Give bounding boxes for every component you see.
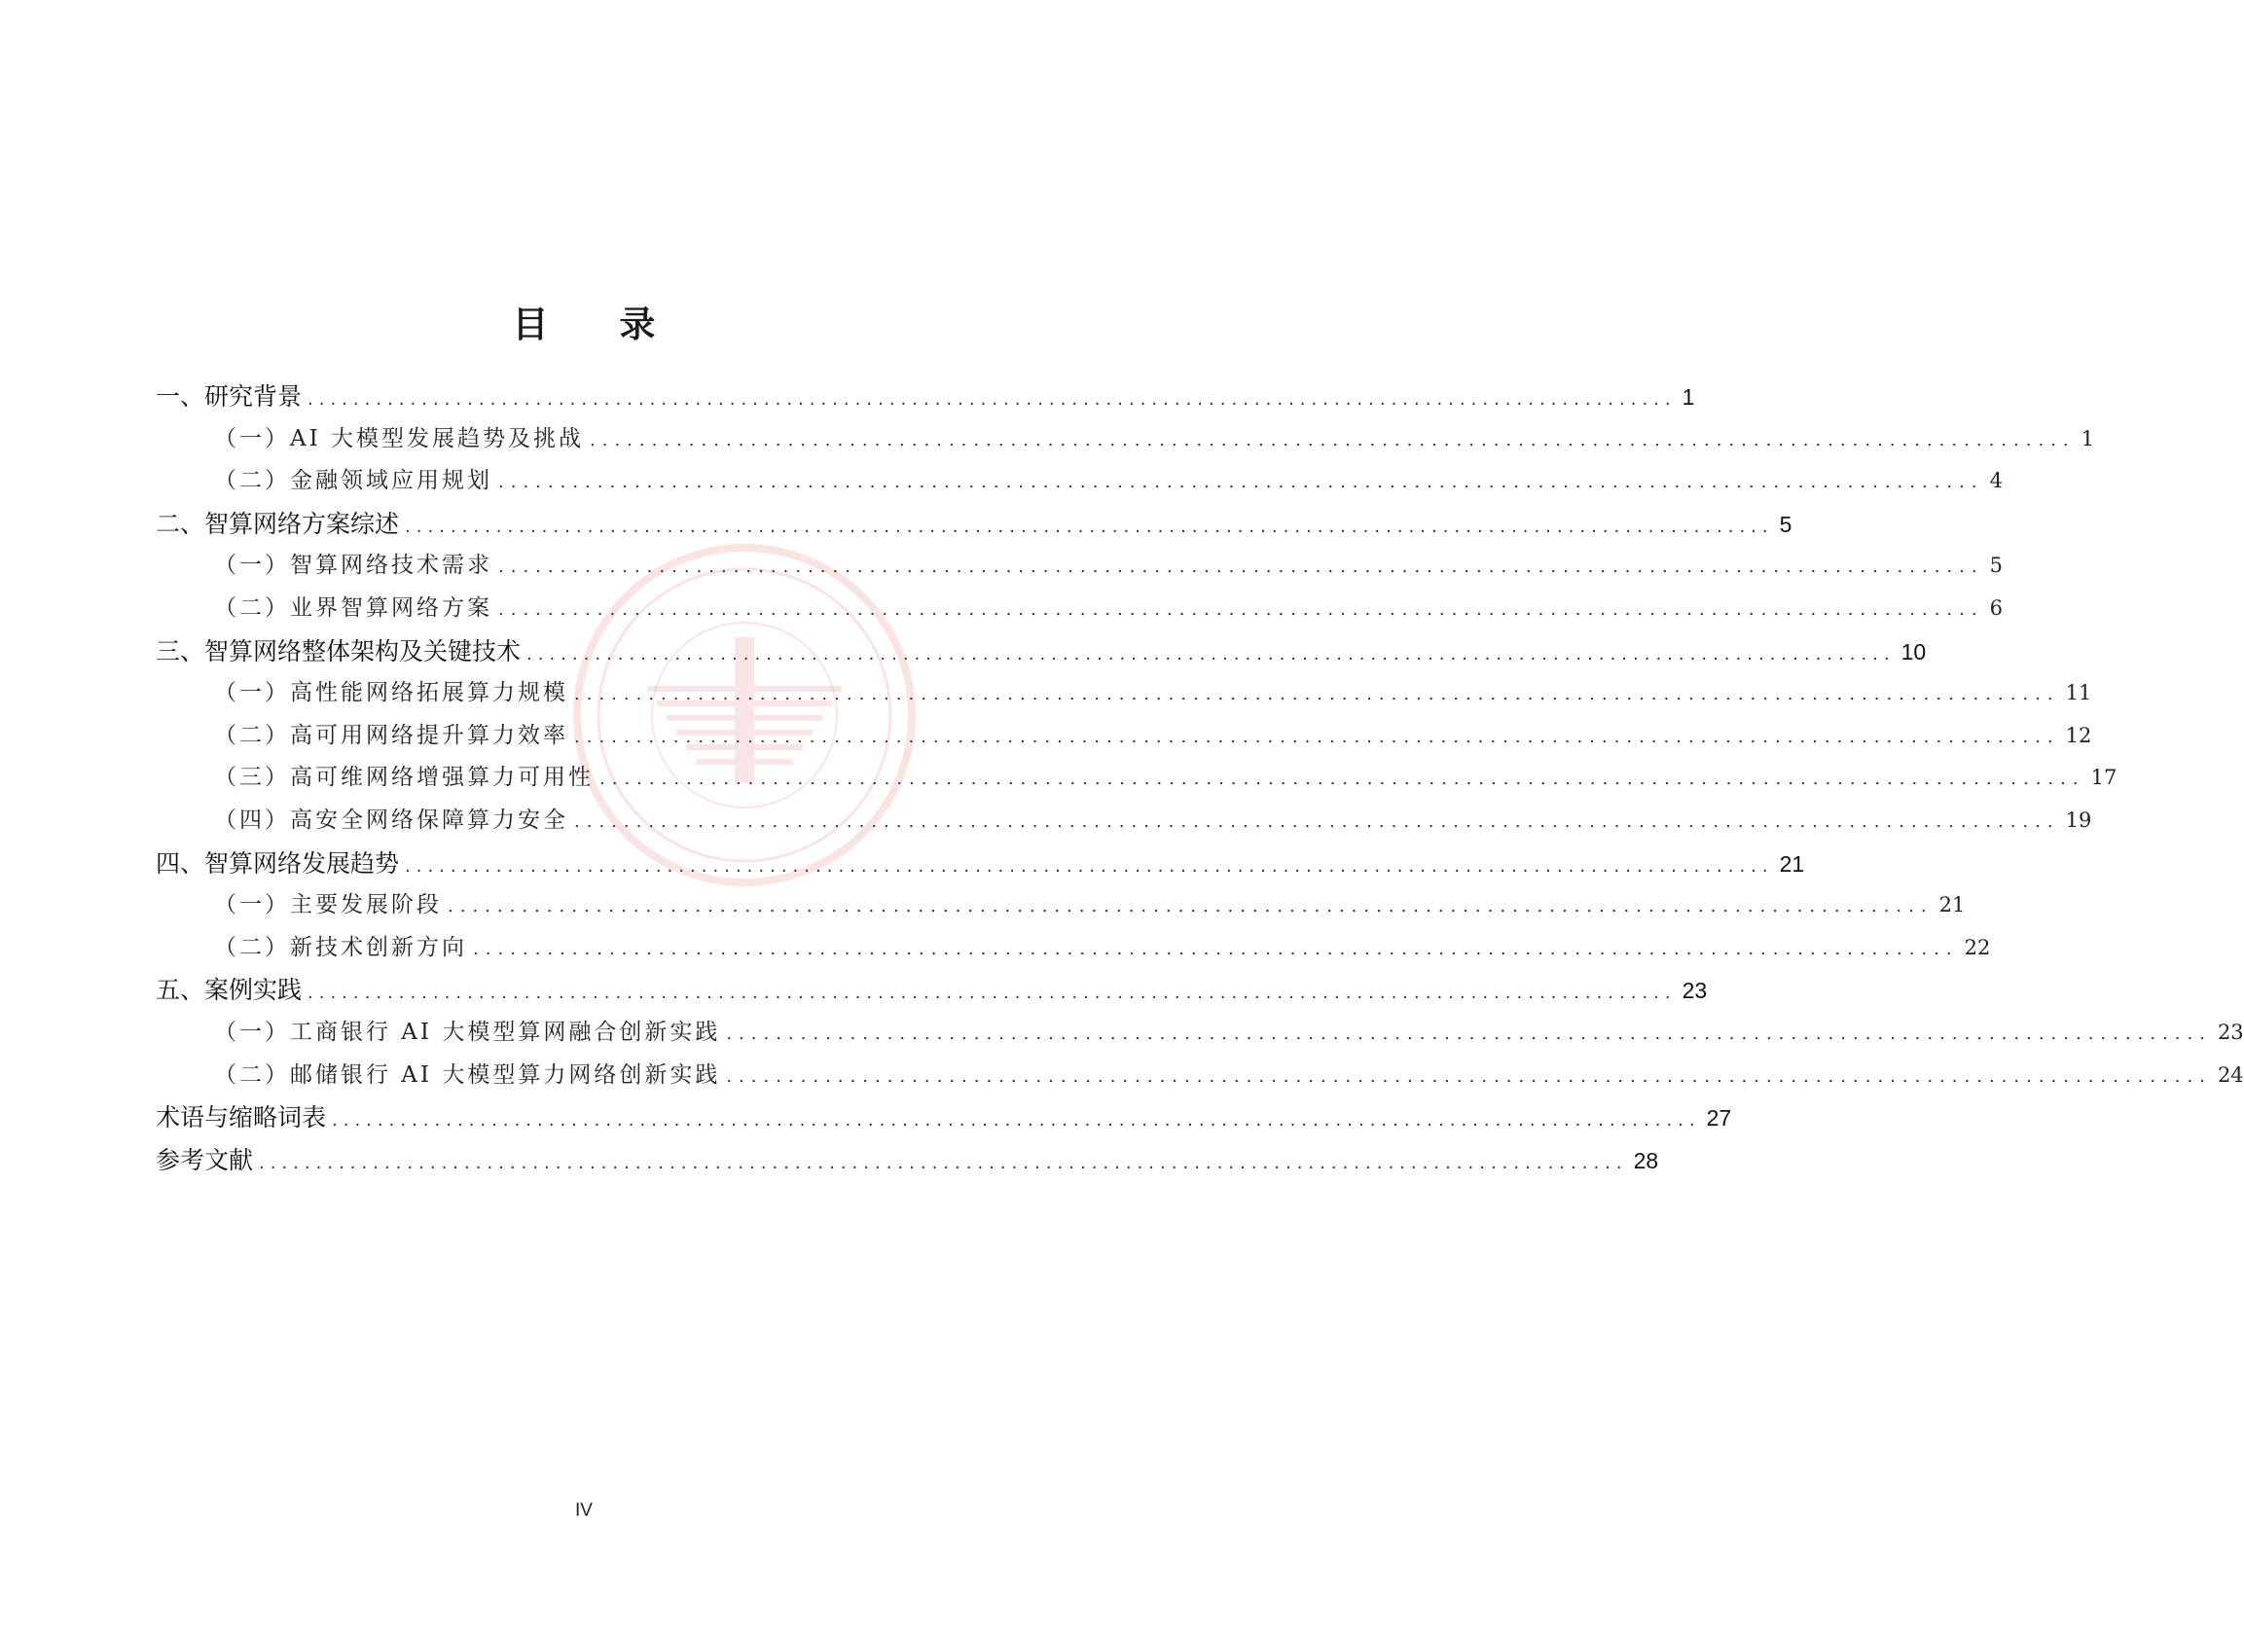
toc-section-entry[interactable] — [214, 717, 2092, 749]
toc-section-entry[interactable] — [214, 462, 2003, 494]
toc-entry-label: （一）工商银行 AI 大模型算网融合创新实践 — [214, 1020, 721, 1045]
toc-dot-leader: ........................................................................................................................ — [526, 643, 1896, 664]
toc-chapter-entry[interactable] — [156, 844, 1805, 880]
toc-dot-leader: ........................................................................................................................ — [405, 516, 1774, 537]
toc-title: 目 录 — [512, 304, 685, 345]
toc-section-entry[interactable] — [214, 420, 2094, 452]
toc-section-entry[interactable] — [214, 886, 1966, 918]
toc-dot-leader: ........................................................................................................................ — [405, 855, 1774, 877]
toc-entry-label: 一、研究背景 — [156, 382, 303, 411]
toc-entry-label: （一）智算网络技术需求 — [214, 553, 492, 579]
toc-chapter-entry[interactable] — [156, 1098, 1732, 1133]
toc-entry-label: （一）AI 大模型发展趋势及挑战 — [214, 425, 585, 451]
toc-section-entry[interactable] — [214, 759, 2117, 791]
toc-entry-page-number: 23 — [2217, 1021, 2244, 1044]
toc-dot-leader: ........................................................................................................................ — [498, 557, 1984, 578]
toc-entry-label: 术语与缩略词表 — [156, 1103, 327, 1132]
toc-section-entry[interactable] — [214, 929, 1991, 961]
toc-chapter-entry[interactable] — [156, 377, 1695, 413]
toc-dot-leader: ........................................................................................................................ — [726, 1065, 2212, 1087]
toc-chapter-entry[interactable] — [156, 632, 1927, 667]
toc-entry-page-number: 10 — [1900, 638, 1927, 664]
toc-entry-label: （一）主要发展阶段 — [214, 892, 442, 918]
toc-dot-leader: ........................................................................................................................ — [332, 1110, 1701, 1131]
toc-entry-page-number: 23 — [1682, 978, 1708, 1004]
toc-dot-leader: ........................................................................................................................ — [259, 1152, 1628, 1173]
toc-entry-page-number: 4 — [1989, 469, 2003, 493]
toc-entry-page-number: 17 — [2090, 766, 2117, 790]
toc-entry-page-number: 12 — [2065, 723, 2092, 747]
toc-entry-page-number: 11 — [2065, 681, 2092, 705]
toc-entry-label: （二）新技术创新方向 — [214, 934, 467, 960]
toc-entry-label: 二、智算网络方案综述 — [156, 509, 400, 538]
toc-chapter-entry[interactable] — [156, 971, 1708, 1006]
toc-entry-label: （二）邮储银行 AI 大模型算力网络创新实践 — [214, 1061, 721, 1088]
toc-entry-label: （二）业界智算网络方案 — [214, 595, 492, 621]
toc-section-entry[interactable] — [214, 547, 2003, 579]
toc-entry-label: 四、智算网络发展趋势 — [156, 848, 400, 878]
toc-dot-leader: ........................................................................................................................ — [498, 472, 1984, 493]
toc-section-entry[interactable] — [214, 1057, 2244, 1089]
toc-dot-leader: ........................................................................................................................ — [473, 938, 1959, 959]
toc-entry-page-number: 22 — [1964, 935, 1991, 959]
toc-dot-leader: ........................................................................................................................ — [726, 1024, 2212, 1044]
toc-section-entry[interactable] — [214, 802, 2092, 834]
toc-entry-page-number: 21 — [1938, 893, 1966, 917]
toc-entry-page-number: 28 — [1633, 1147, 1659, 1173]
page-number: IV — [575, 1500, 593, 1521]
toc-entry-page-number: 27 — [1706, 1105, 1732, 1131]
toc-section-entry[interactable] — [214, 590, 2003, 622]
toc-entry-page-number: 5 — [1779, 511, 1792, 537]
toc-section-entry[interactable] — [214, 674, 2092, 706]
toc-entry-label: （二）金融领域应用规划 — [214, 468, 492, 494]
toc-entry-label: 五、案例实践 — [156, 976, 303, 1005]
toc-dot-leader: ........................................................................................................................ — [498, 599, 1984, 620]
toc-dot-leader: ........................................................................................................................ — [574, 684, 2060, 705]
toc-dot-leader: ........................................................................................................................ — [590, 429, 2076, 450]
toc-dot-leader: ........................................................................................................................ — [574, 811, 2060, 832]
toc-entry-label: （一）高性能网络拓展算力规模 — [214, 680, 568, 706]
toc-dot-leader: ........................................................................................................................ — [308, 983, 1677, 1004]
toc-entry-label: 三、智算网络整体架构及关键技术 — [156, 636, 522, 665]
toc-dot-leader: ........................................................................................................................ — [574, 726, 2060, 747]
toc-dot-leader: ........................................................................................................................ — [448, 896, 1934, 917]
toc-entry-label: （三）高可维网络增强算力可用性 — [214, 765, 594, 791]
toc-entry-label: （二）高可用网络提升算力效率 — [214, 722, 568, 748]
toc-dot-leader: ........................................................................................................................ — [599, 769, 2085, 790]
toc-entry-page-number: 1 — [1682, 384, 1695, 410]
toc-chapter-entry[interactable] — [156, 1141, 1659, 1176]
toc-chapter-entry[interactable] — [156, 505, 1792, 540]
toc-entry-page-number: 24 — [2217, 1062, 2244, 1087]
toc-entry-label: （四）高安全网络保障算力安全 — [214, 808, 568, 833]
toc-dot-leader: ........................................................................................................................ — [308, 389, 1677, 410]
toc-entry-page-number: 6 — [1989, 596, 2003, 620]
toc-entry-page-number: 21 — [1779, 850, 1805, 877]
toc-entry-page-number: 5 — [1989, 554, 2003, 578]
toc-section-entry[interactable] — [214, 1014, 2244, 1046]
toc-entry-label: 参考文献 — [156, 1145, 254, 1174]
toc-entry-page-number: 19 — [2065, 808, 2092, 832]
toc-entry-page-number: 1 — [2081, 426, 2094, 450]
